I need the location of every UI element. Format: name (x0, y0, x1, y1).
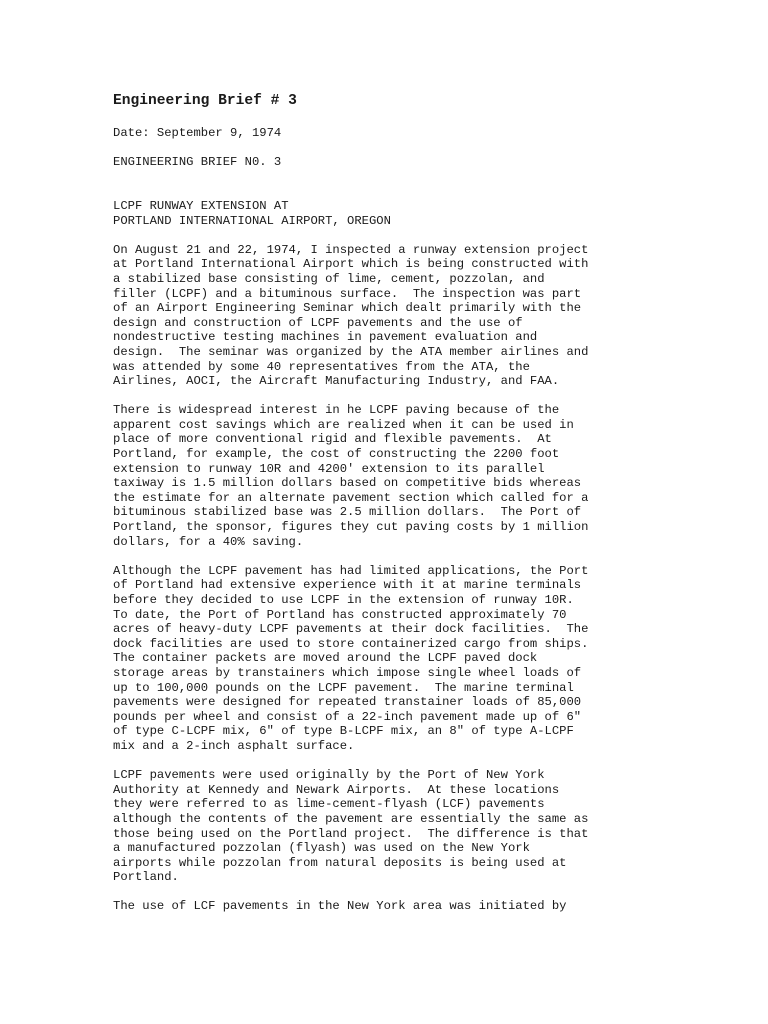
paragraph-line: The container packets are moved around the LCPF paved dock (113, 651, 538, 666)
paragraph-line: dollars, for a 40% saving. (113, 534, 304, 549)
paragraph-line: The use of LCF pavements in the New York area was initiated by (113, 899, 567, 914)
paragraph-line: the estimate for an alternate pavement section which called for a (113, 490, 589, 505)
document-body (113, 92, 753, 929)
paragraph (113, 243, 753, 389)
paragraph-line: filler (LCPF) and a bituminous surface. The inspection was part (113, 286, 582, 301)
paragraph-line: mix and a 2-inch asphalt surface. (113, 738, 355, 753)
subject-line: PORTLAND INTERNATIONAL AIRPORT, OREGON (113, 213, 391, 228)
paragraph (113, 403, 753, 549)
paragraph-line: Authority at Kennedy and Newark Airports. At these locations (113, 782, 560, 797)
paragraph-line: of type C-LCPF mix, 6" of type B-LCPF mix, an 8" of type A-LCPF (113, 724, 574, 739)
brief-number: ENGINEERING BRIEF N0. 3 (113, 155, 282, 170)
paragraph (113, 899, 753, 914)
paragraph-line: taxiway is 1.5 million dollars based on competitive bids whereas (113, 476, 582, 491)
date-line: Date: September 9, 1974 (113, 126, 282, 140)
paragraph-line: acres of heavy-duty LCPF pavements at their dock facilities. The (113, 622, 589, 637)
paragraph-line: airports while pozzolan from natural deposits is being used at (113, 855, 567, 870)
paragraph-line: of Portland had extensive experience with it at marine terminals (113, 578, 582, 593)
paragraph-line: LCPF pavements were used originally by the Port of New York (113, 768, 545, 783)
paragraph-line: extension to runway 10R and 4200' extension to its parallel (113, 461, 545, 476)
paragraph-line: Portland. (113, 870, 179, 885)
paragraph-line: bituminous stabilized base was 2.5 million dollars. The Port of (113, 505, 582, 520)
paragraph-line: of an Airport Engineering Seminar which dealt primarily with the (113, 301, 582, 316)
paragraph-line: place of more conventional rigid and flexible pavements. At (113, 432, 552, 447)
paragraph-line: There is widespread interest in he LCPF paving because of the (113, 403, 560, 418)
paragraph-line: a manufactured pozzolan (flyash) was used on the New York (113, 841, 530, 856)
paragraph-line: design. The seminar was organized by the ATA member airlines and (113, 344, 589, 359)
paragraph-line: was attended by some 40 representatives from the ATA, the (113, 359, 530, 374)
subject-line: LCPF RUNWAY EXTENSION AT (113, 198, 289, 213)
paragraph-line: Portland, for example, the cost of constructing the 2200 foot (113, 447, 560, 462)
paragraph-line: Portland, the sponsor, figures they cut paving costs by 1 million (113, 520, 589, 535)
paragraph-line: at Portland International Airport which is being constructed with (113, 257, 589, 272)
paragraph-line: nondestructive testing machines in pavement evaluation and (113, 330, 538, 345)
paragraph-line: To date, the Port of Portland has constructed approximately 70 (113, 607, 567, 622)
paragraph-line: Although the LCPF pavement has had limited applications, the Port (113, 563, 589, 578)
paragraph-line: dock facilities are used to store containerized cargo from ships. (113, 636, 589, 651)
paragraph-line: pounds per wheel and consist of a 22-inch pavement made up of 6" (113, 709, 582, 724)
paragraph-line: they were referred to as lime-cement-flyash (LCF) pavements (113, 797, 545, 812)
paragraph-line: On August 21 and 22, 1974, I inspected a runway extension project (113, 242, 589, 257)
paragraph-line: design and construction of LCPF pavements and the use of (113, 315, 523, 330)
paragraph-line: although the contents of the pavement are essentially the same as (113, 811, 589, 826)
subject-heading (113, 199, 753, 228)
paragraph-line: a stabilized base consisting of lime, cement, pozzolan, and (113, 271, 545, 286)
paragraph-line: pavements were designed for repeated transtainer loads of 85,000 (113, 695, 582, 710)
paragraph-line: before they decided to use LCPF in the extension of runway 10R. (113, 593, 574, 607)
paragraph (113, 564, 753, 754)
paragraphs (113, 243, 753, 914)
paragraph-line: Airlines, AOCI, the Aircraft Manufacturing Industry, and FAA. (113, 374, 560, 389)
paragraph-line: storage areas by transtainers which impose single wheel loads of (113, 665, 582, 680)
paragraph-line: those being used on the Portland project. The difference is that (113, 826, 589, 841)
document-title: Engineering Brief # 3 (113, 93, 297, 109)
paragraph-line: apparent cost savings which are realized when it can be used in (113, 417, 574, 432)
paragraph (113, 768, 753, 885)
paragraph-line: up to 100,000 pounds on the LCPF pavement. The marine terminal (113, 680, 574, 695)
